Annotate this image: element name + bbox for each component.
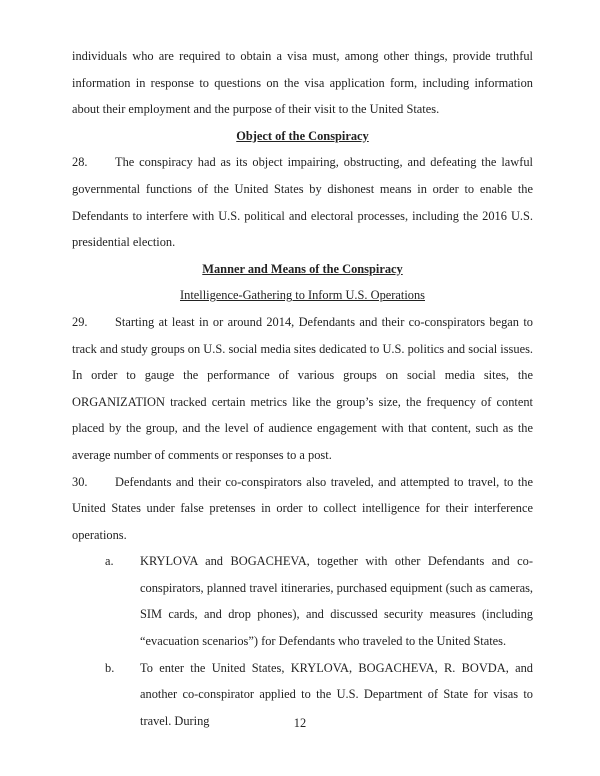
subsection-heading-intelligence-gathering: Intelligence-Gathering to Inform U.S. Operations [180,288,425,303]
section-heading-manner-and-means: Manner and Means of the Conspiracy [202,261,403,276]
paragraph-number: 28. [72,155,88,170]
paragraph-text: The conspiracy had as its object impairing, obstructing, and defeating the lawful governmental functions of the United States by dishonest means in order to enable the Defendants to interfere with U.S. political and electoral processes, including the 2016 U.S. presidential election. [72,155,533,250]
paragraph-28 [72,149,533,255]
subitem-a [72,548,533,654]
document-page [72,43,533,734]
subitem-text: To enter the United States, KRYLOVA, BOGACHEVA, R. BOVDA, and another co-conspirator applied to the U.S. Department of State for visas to travel. During [140,660,533,728]
section-heading-object: Object of the Conspiracy [236,128,369,143]
paragraph-text: Starting at least in or around 2014, Defendants and their co-conspirators began to track and study groups on U.S. social media sites dedicated to U.S. politics and social issues. In order to gauge the performance of various groups on social media sites, the ORGANIZATION tracked certain metrics like the group’s size, the frequency of content placed by the group, and the level of audience engagement with that content, such as the average number of comments or responses to a post. [72,314,533,462]
page-number: 12 [293,716,307,730]
subitem-marker: b. [105,660,115,675]
subitem-marker: a. [105,554,114,569]
paragraph-number: 29. [72,314,88,329]
paragraph-30 [72,469,533,549]
paragraph-number: 30. [72,474,88,489]
continuation-paragraph [72,43,533,123]
paragraph-29 [72,309,533,469]
paragraph-text: individuals who are required to obtain a visa must, among other things, provide truthful information in response to questions on the visa application form, including information about their employment and the purpose of their visit to the United States. [72,49,533,117]
subitem-text: KRYLOVA and BOGACHEVA, together with other Defendants and co-conspirators, planned travel itineraries, purchased equipment (such as cameras, SIM cards, and drop phones), and discussed security measures (including “evacuation scenarios”) for Defendants who traveled to the United States. [140,554,533,649]
paragraph-text: Defendants and their co-conspirators also traveled, and attempted to travel, to the United States under false pretenses in order to collect intelligence for their interference operations. [72,474,533,542]
